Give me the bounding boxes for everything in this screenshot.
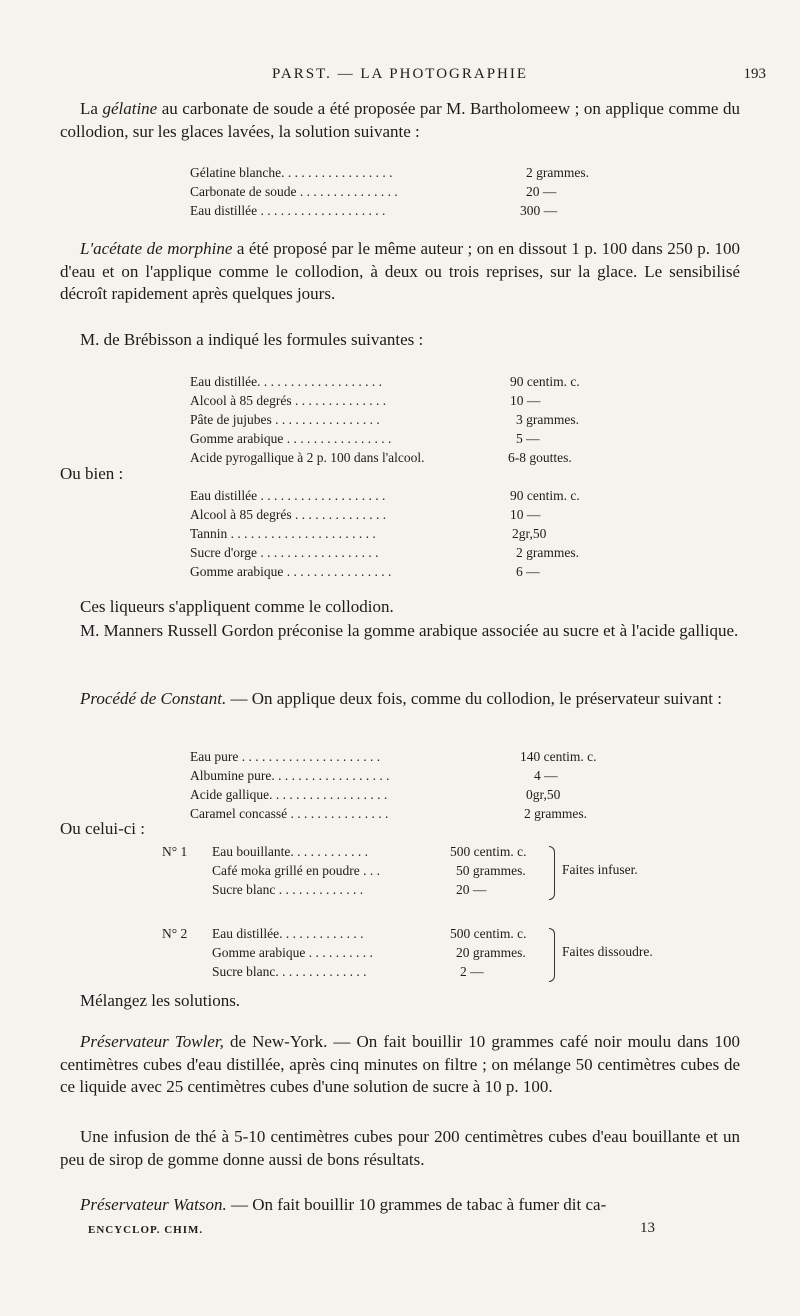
recipe-row: N° 1 Eau bouillante. . . . . . . . . . . . 500 centim. c.	[162, 844, 527, 859]
recipe-row: Sucre blanc . . . . . . . . . . . . . 20 —	[212, 882, 487, 897]
paragraph-gordon: M. Manners Russell Gordon préconise la gomme arabique associée au sucre et à l'acide gallique.	[80, 621, 739, 640]
recipe-row: Gomme arabique . . . . . . . . . . . . . . . . 5 —	[190, 431, 540, 446]
paragraph-watson: Préservateur Watson. — On fait bouillir 10 grammes de tabac à fumer dit ca-	[80, 1195, 607, 1214]
recipe-row: Eau distillée . . . . . . . . . . . . . . . . . . . 90 centim. c.	[190, 488, 580, 503]
term-gelatine: gélatine	[102, 99, 158, 118]
recipe-row: Gélatine blanche. . . . . . . . . . . . . . . . . 2 grammes.	[190, 165, 589, 180]
brace-no2	[549, 928, 555, 982]
paragraph-gelatine: La gélatine au carbonate de soude a été proposée par M. Bartholomeew ; on applique comme du collodion, sur les glaces lavées, la solution suivante :	[60, 99, 740, 141]
formula-no2-label: N° 2	[162, 926, 188, 941]
term-preservateur-watson: Préservateur Watson.	[80, 1195, 227, 1214]
recipe-row: Caramel concassé . . . . . . . . . . . . . . . 2 grammes.	[190, 806, 587, 821]
footer-label: ENCYCLOP. CHIM.	[88, 1224, 204, 1236]
recipe-gelatine	[190, 163, 610, 220]
recipe-brebisson-2	[190, 486, 630, 581]
paragraph-towler: Préservateur Towler, de New-York. — On fait bouillir 10 grammes café noir moulu dans 100 centimètres cubes d'eau distillée, après cinq minutes on filtre ; on mélange 50 centimètres cubes de ce liquide avec 25 centimètres cubes d'une solution de sucre à 10 p. 100.	[60, 1032, 740, 1097]
recipe-row: Acide gallique. . . . . . . . . . . . . . . . . . 0gr,50	[190, 787, 561, 802]
recipe-row: Eau pure . . . . . . . . . . . . . . . . . . . . . 140 centim. c.	[190, 749, 597, 764]
recipe-row: Eau distillée. . . . . . . . . . . . . . . . . . . 90 centim. c.	[190, 374, 580, 389]
recipe-row: N° 2 Eau distillée. . . . . . . . . . . . . 500 centim. c.	[162, 926, 527, 941]
recipe-row: Carbonate de soude . . . . . . . . . . . . . . . 20 —	[190, 184, 557, 199]
recipe-row: Eau distillée . . . . . . . . . . . . . . . . . . . 300 —	[190, 203, 558, 218]
recipe-row: Café moka grillé en poudre . . . 50 grammes.	[212, 863, 526, 878]
recipe-row: Tannin . . . . . . . . . . . . . . . . . . . . . . 2gr,50	[190, 526, 547, 541]
recipe-row: Gomme arabique . . . . . . . . . . . . . . . . 6 —	[190, 564, 540, 579]
term-preservateur-towler: Préservateur Towler,	[80, 1032, 224, 1051]
recipe-brebisson-1	[190, 372, 630, 467]
recipe-row: Alcool à 85 degrés . . . . . . . . . . . . . . 10 —	[190, 507, 541, 522]
note-faites-infuser: Faites infuser.	[562, 862, 638, 877]
paragraph-the: Une infusion de thé à 5-10 centimètres cubes pour 200 centimètres cubes d'eau bouillante et un peu de sirop de gomme donne aussi de bons résultats.	[60, 1127, 740, 1169]
ou-bien-label: Ou bien :	[60, 464, 124, 483]
recipe-row: Sucre d'orge . . . . . . . . . . . . . . . . . . 2 grammes.	[190, 545, 579, 560]
paragraph-morphine: L'acétate de morphine a été proposé par le même auteur ; on en dissout 1 p. 100 dans 250 p. 100 d'eau et on l'applique comme le collodion, à deux ou trois reprises, sur la glace. Le sensibilisé décroît rapidement après quelques jours.	[60, 239, 740, 304]
paragraph-constant: Procédé de Constant. — On applique deux fois, comme du collodion, le préservateur suivant :	[80, 689, 722, 708]
recipe-row: Sucre blanc. . . . . . . . . . . . . . 2 —	[212, 964, 484, 979]
recipe-constant	[190, 747, 630, 823]
page-number: 193	[743, 66, 766, 82]
recipe-row: Alcool à 85 degrés . . . . . . . . . . . . . . 10 —	[190, 393, 541, 408]
ou-celui-ci-label: Ou celui-ci :	[60, 819, 145, 838]
brace-no1	[549, 846, 555, 900]
recipe-row: Albumine pure. . . . . . . . . . . . . . . . . . 4 —	[190, 768, 558, 783]
term-procede-constant: Procédé de Constant.	[80, 689, 227, 708]
formula-no1-label: N° 1	[162, 844, 188, 859]
signature-mark: 13	[640, 1220, 655, 1236]
recipe-row: Pâte de jujubes . . . . . . . . . . . . . . . . 3 grammes.	[190, 412, 579, 427]
paragraph-brebisson: M. de Brébisson a indiqué les formules suivantes :	[80, 330, 424, 349]
running-header	[0, 66, 800, 88]
recipe-row: Gomme arabique . . . . . . . . . . 20 grammes.	[212, 945, 526, 960]
note-faites-dissoudre: Faites dissoudre.	[562, 944, 653, 959]
term-acetate-morphine: L'acétate de morphine	[80, 239, 233, 258]
header-title: PARST. — LA PHOTOGRAPHIE	[271, 66, 529, 82]
paragraph-melangez: Mélangez les solutions.	[80, 991, 241, 1010]
recipe-row: Acide pyrogallique à 2 p. 100 dans l'alcool. 6-8 gouttes.	[190, 450, 572, 465]
paragraph-liqueurs: Ces liqueurs s'appliquent comme le collodion.	[80, 597, 394, 616]
